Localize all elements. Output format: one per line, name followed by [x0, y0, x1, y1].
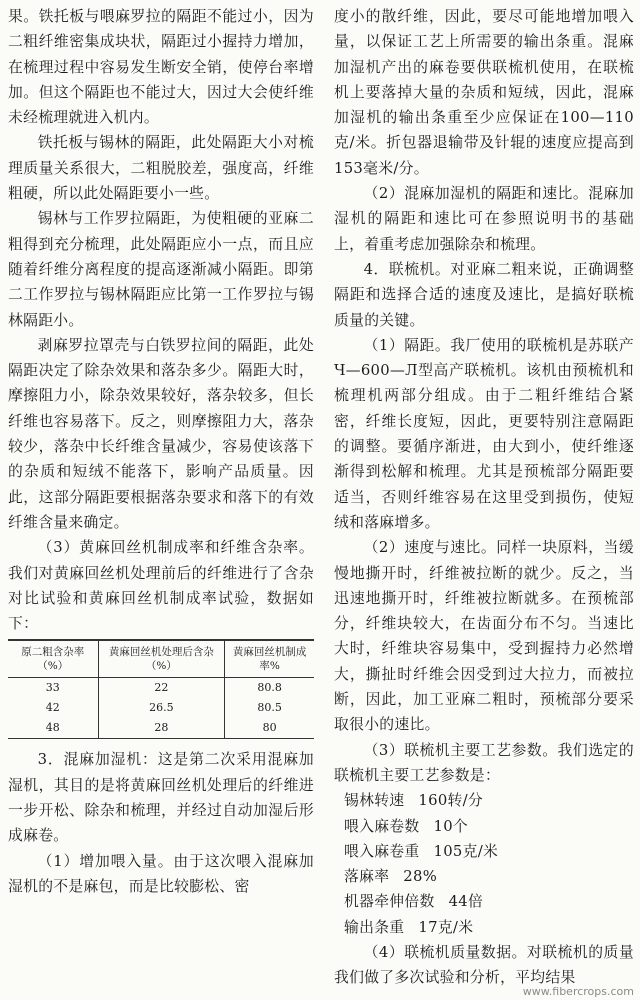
paragraph-quality-data: （4）联梳机质量数据。对联梳机的质量我们做了多次试验和分析，平均结果 — [334, 943, 634, 987]
table-cell: 80 — [225, 718, 314, 739]
param-value: 10个 — [433, 817, 469, 835]
impurity-yield-table — [8, 639, 314, 739]
table-cell: 42 — [45, 701, 60, 715]
param-value: 28% — [403, 868, 438, 886]
param-value: 160转/分 — [418, 792, 484, 810]
list-item — [334, 915, 634, 940]
list-item — [334, 889, 634, 914]
paragraph-speed-ratio: （2）速度与速比。同样一块原料，当缓慢地撕开时，纤维被拉断的就少。反之，当迅速地撕开时，纤维被拉断就多。在预梳部分，纤维块较大，在齿面分布不匀。当速比大时，纤维块容易集中，受到握持力必然增大，撕扯时纤维会因受到过大拉力，而被拉断，因此，加工亚麻二粗时，预梳部分要采取很小的速比。 — [334, 539, 634, 734]
param-value: 105克/米 — [433, 842, 499, 860]
table-cell: 80.5 — [225, 698, 314, 718]
table-header-cell: 原二粗含杂率（%） — [8, 640, 98, 678]
list-item — [334, 788, 634, 813]
paragraph-continuation: 果。铁托板与喂麻罗拉的隔距不能过小，因为二粗纤维密集成块状，隔距过小握持力增加，在梳理过程中容易发生断安全销，使停台率增加。但这个隔距也不能过大，因过大会使纤维未经梳理就进入机内。 — [8, 8, 314, 127]
param-name: 喂入麻卷重 — [344, 842, 420, 860]
param-value: 44倍 — [448, 893, 484, 911]
table-header-cell: 黄麻回丝机制成率% — [225, 640, 314, 678]
table-cell: 28 — [98, 718, 225, 739]
left-column — [8, 4, 314, 899]
parameter-list — [334, 788, 634, 940]
param-name: 落麻率 — [344, 868, 390, 886]
paragraph-xilin-gap: 锡林与工作罗拉隔距，为使粗硬的亚麻二粗得到充分梳理，此处隔距应小一点，而且应随着纤维分离程度的提高逐渐减小隔距。即第二工作罗拉与锡林隔距应比第一工作罗拉与锡林隔距小。 — [8, 210, 314, 329]
table-cell: 33 — [45, 681, 60, 695]
paragraph-section-4: 4．联梳机。对亚麻二粗来说，正确调整隔距和选择合适的速度及速比，是搞好联梳质量的关键。 — [334, 260, 634, 329]
table-row — [8, 678, 314, 699]
table-header-cell: 黄麻回丝机处理后含杂（%） — [98, 640, 225, 678]
watermark: www.fibercrops.com — [522, 985, 634, 998]
table-row — [8, 698, 314, 718]
table-cell: 22 — [98, 678, 225, 699]
table-cell: 26.5 — [98, 698, 225, 718]
paragraph-boma-gap: 剥麻罗拉罩壳与白铁罗拉间的隔距，此处隔距决定了除杂效果和落杂多少。隔距大时，摩擦阻力小，除杂效果较好，落杂较多，但长纤维也容易落下。反之，则摩擦阻力大，落杂较少，落杂中长纤维含量减少，容易使该落下的杂质和短绒不能落下，影响产品质量。因此，这部分隔距要根据落杂要求和落下的有效纤维含量来确定。 — [8, 336, 314, 531]
paragraph-item-2-gap-speed: （2）混麻加湿机的隔距和速比。混麻加湿机的隔距和速比可在参照说明书的基础上，着重考虑加强除杂和梳理。 — [334, 185, 634, 253]
list-item — [334, 864, 634, 889]
table-cell: 80.8 — [225, 678, 314, 699]
paragraph-gap: （1）隔距。我厂使用的联梳机是苏联产Ч—600—Л型高产联梳机。该机由预梳机和梳理机两部分组成。由于二粗纤维结合紧密，纤维长度短，因此，更要特别注意隔距的调整。要循序渐进，由大到小，使纤维逐渐得到松解和梳理。尤其是预梳部分隔距要适当，否则纤维容易在这里受到损伤，使短绒和落麻增多。 — [334, 336, 634, 531]
param-name: 输出条重 — [344, 918, 405, 936]
table-row — [8, 718, 314, 739]
paragraph-section-3: 3．混麻加湿机：这是第二次采用混麻加湿机，其目的是将黄麻回丝机处理后的纤维进一步开松、除杂和梳理，并经过自动加湿后形成麻卷。 — [8, 751, 314, 845]
param-name: 锡林转速 — [344, 792, 405, 810]
paragraph-item-1-feed: （1）增加喂入量。由于这次喂入混麻加湿机的不是麻包，而是比较膨松、密 — [8, 852, 314, 895]
list-item — [334, 814, 634, 839]
paragraph-process-params: （3）联梳机主要工艺参数。我们选定的联梳机主要工艺参数是： — [334, 741, 634, 784]
table-cell: 48 — [8, 718, 98, 739]
paragraph-item-3-yield: （3）黄麻回丝机制成率和纤维含杂率。我们对黄麻回丝机处理前后的纤维进行了含杂对比试验和黄麻回丝机制成率试验，数据如下： — [8, 539, 314, 633]
param-value: 17克/米 — [418, 918, 474, 936]
paragraph-tuoban-gap: 铁托板与锡林的隔距，此处隔距大小对梳理质量关系很大，二粗脱胶差，强度高，纤维粗硬，所以此处隔距要小一些。 — [8, 134, 314, 203]
right-column — [334, 4, 634, 991]
table-header-row — [8, 640, 314, 678]
param-name: 喂入麻卷数 — [344, 817, 420, 835]
paragraph-continuation: 度小的散纤维，因此，要尽可能地增加喂入量，以保证工艺上所需要的输出条重。混麻加湿机产出的麻卷要供联梳机使用，在联梳机上要落掉大量的杂质和短绒，因此，混麻加湿机的输出条重至少应保证在100—110克/米。折包器退输带及针辊的速度应提高到153毫米/分。 — [334, 8, 634, 177]
list-item — [334, 839, 634, 864]
param-name: 机器牵伸倍数 — [344, 893, 435, 911]
